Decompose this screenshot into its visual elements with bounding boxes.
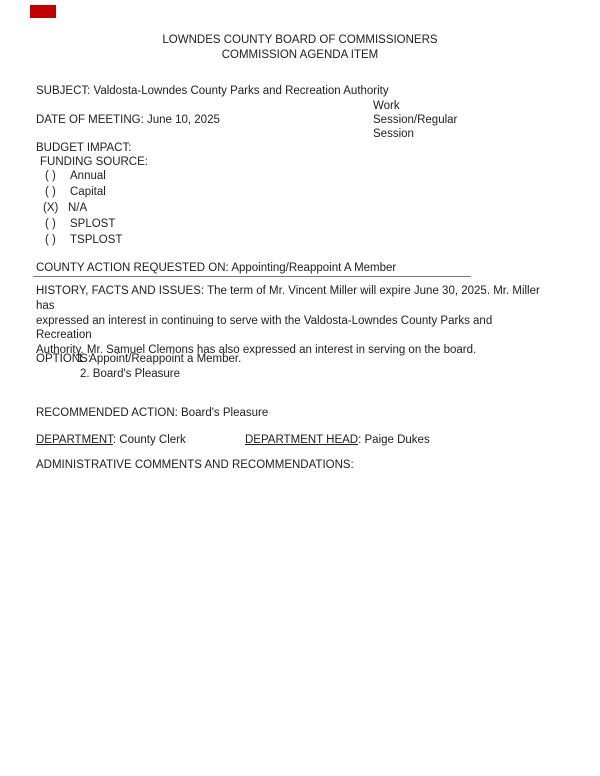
history-paragraph bbox=[36, 284, 548, 358]
funding-option-capital-label: Capital bbox=[70, 186, 106, 198]
department-head-value: : Paige Dukes bbox=[358, 434, 430, 446]
funding-option-tsplost bbox=[45, 233, 122, 247]
recommended-action-line: RECOMMENDED ACTION: Board's Pleasure bbox=[36, 407, 269, 419]
funding-option-annual bbox=[45, 169, 106, 183]
document-title-line2: COMMISSION AGENDA ITEM bbox=[221, 49, 379, 61]
checkbox-annual: ( ) bbox=[45, 170, 56, 182]
checkbox-splost: ( ) bbox=[45, 218, 56, 230]
checkbox-na: (X) bbox=[43, 202, 59, 214]
session-type bbox=[373, 99, 457, 141]
session-type-line1: Work bbox=[373, 100, 400, 112]
session-type-line2: Session/Regular bbox=[373, 114, 458, 126]
department-head-line bbox=[245, 433, 430, 447]
county-action-underline bbox=[33, 276, 471, 277]
funding-option-splost bbox=[45, 217, 115, 231]
department-value: : County Clerk bbox=[112, 434, 186, 446]
funding-option-na bbox=[43, 201, 87, 215]
funding-option-capital bbox=[45, 185, 106, 199]
history-line3: Authority. Mr. Samuel Clemons has also expressed an interest in serving on the board. bbox=[36, 344, 477, 357]
options-item-1: 1. Appoint/Reappoint a Member. bbox=[77, 353, 242, 365]
department-head-label: DEPARTMENT HEAD bbox=[245, 434, 359, 446]
funding-source-label: FUNDING SOURCE: bbox=[40, 156, 148, 168]
funding-option-tsplost-label: TSPLOST bbox=[70, 234, 123, 246]
date-of-meeting-line: DATE OF MEETING: June 10, 2025 bbox=[36, 114, 220, 126]
document-title-line1: LOWNDES COUNTY BOARD OF COMMISSIONERS bbox=[162, 34, 438, 46]
document-header bbox=[0, 33, 600, 63]
session-type-line3: Session bbox=[373, 128, 414, 140]
department-line bbox=[36, 433, 186, 447]
department-label: DEPARTMENT bbox=[36, 434, 113, 446]
county-action-line: COUNTY ACTION REQUESTED ON: Appointing/Reappoint A Member bbox=[36, 262, 397, 274]
history-line2: expressed an interest in continuing to serve with the Valdosta-Lowndes County Parks and Recreation bbox=[36, 314, 493, 342]
history-line1: HISTORY, FACTS AND ISSUES: The term of Mr. Vincent Miller will expire June 30, 2025. Mr. Miller has bbox=[36, 285, 540, 312]
funding-option-splost-label: SPLOST bbox=[70, 218, 116, 230]
options-item-2: 2. Board's Pleasure bbox=[80, 368, 181, 380]
budget-impact-label: BUDGET IMPACT: bbox=[36, 142, 132, 154]
redaction-marker bbox=[30, 5, 56, 18]
checkbox-capital: ( ) bbox=[45, 186, 56, 198]
options-label: OPTIONS: bbox=[36, 353, 91, 365]
funding-option-na-label: N/A bbox=[68, 202, 88, 214]
funding-option-annual-label: Annual bbox=[70, 170, 106, 182]
checkbox-tsplost: ( ) bbox=[45, 234, 56, 246]
admin-comments-label: ADMINISTRATIVE COMMENTS AND RECOMMENDATIONS: bbox=[36, 459, 354, 471]
subject-line: SUBJECT: Valdosta-Lowndes County Parks and Recreation Authority bbox=[36, 85, 389, 97]
